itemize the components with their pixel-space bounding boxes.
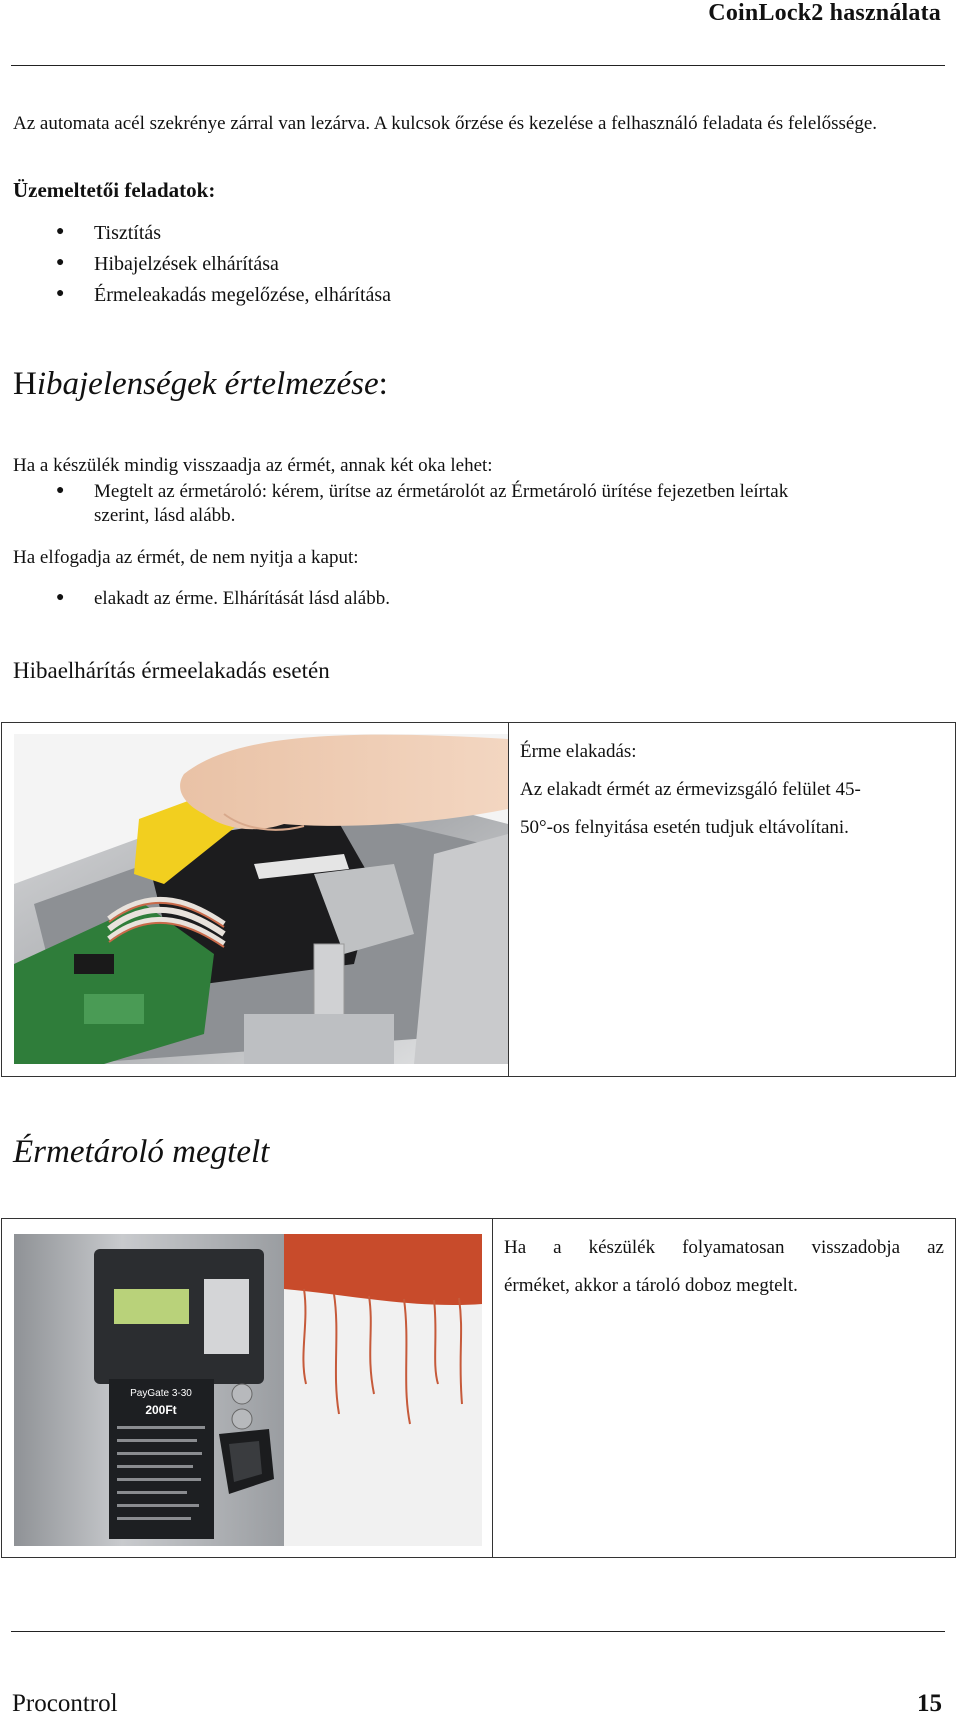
full-text-cell [493, 1219, 956, 1558]
jam-table [1, 722, 956, 1077]
device-brand-label: PayGate 3-30 [130, 1388, 192, 1399]
bullet-icon: ● [56, 224, 65, 239]
jam-text-cell [509, 723, 956, 1077]
list-item: Hibajelzések elhárítása [94, 253, 279, 275]
jam-photo-cell [2, 723, 509, 1077]
bullet-icon: ● [56, 286, 65, 301]
jam-cell-body: Az elakadt érmét az érmevizsgáló felület 45- 50°-os felnyitása esetén tudjuk eltávolítani. [520, 779, 861, 838]
bullet-icon: ● [56, 590, 65, 605]
list-item: Érmeleakadás megelőzése, elhárítása [94, 284, 392, 306]
jam-cell-title: Érme elakadás: [520, 741, 637, 762]
returns-coin-text: Ha a készülék mindig visszaadja az érmét, annak két oka lehet: [13, 455, 493, 476]
paygate-device-photo [14, 1234, 482, 1546]
accepts-coin-bullet: elakadt az érme. Elhárítását lásd alább. [94, 588, 390, 609]
faults-heading: Hibajelenségek értelmezése: [13, 366, 388, 402]
coin-validator-photo [14, 734, 508, 1064]
footer-page-number: 15 [917, 1690, 942, 1717]
full-heading: Érmetároló megtelt [13, 1134, 270, 1170]
intro-paragraph: Az automata acél szekrénye zárral van lezárva. A kulcsok őrzése és kezelése a felhasználó feladata és felelőssége. [13, 113, 878, 134]
header-title: CoinLock2 használata [708, 0, 941, 26]
bullet-icon: ● [56, 255, 65, 270]
footer-company: Procontrol [12, 1690, 118, 1717]
full-photo-cell [2, 1219, 493, 1558]
bullet-icon: ● [56, 483, 65, 498]
list-item: Tisztítás [94, 222, 162, 244]
full-table [1, 1218, 956, 1558]
jam-heading: Hibaelhárítás érmeelakadás esetén [13, 658, 330, 683]
footer-rule [11, 1631, 945, 1632]
operator-tasks-heading: Üzemeltetői feladatok: [13, 178, 216, 202]
paygate-machine-image [14, 1234, 482, 1546]
full-cell-body: Ha a készülék folyamatosan visszadobja az érméket, akkor a tároló doboz megtelt. [504, 1237, 944, 1296]
header-rule [11, 65, 945, 66]
open-coin-validator-image [14, 734, 508, 1064]
returns-coin-bullet: Megtelt az érmetároló: kérem, ürítse az érmetárolót az Érmetároló ürítése fejezetben leírtak szerint, lásd alább. [94, 481, 789, 526]
accepts-coin-text: Ha elfogadja az érmét, de nem nyitja a kaput: [13, 547, 359, 568]
device-price-label: 200Ft [145, 1403, 177, 1417]
